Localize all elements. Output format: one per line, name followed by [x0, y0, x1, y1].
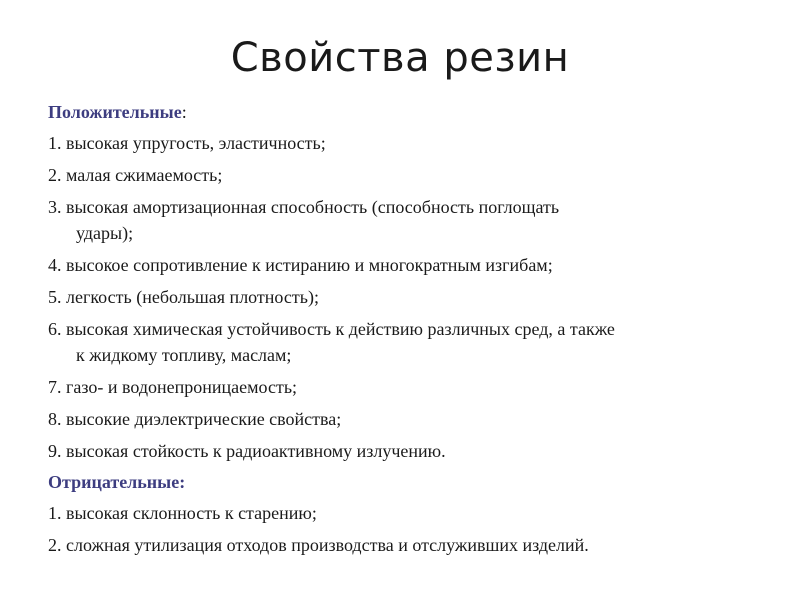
- positive-item-text: 9. высокая стойкость к радиоактивному излучению.: [48, 441, 446, 461]
- positive-item: [48, 406, 778, 432]
- negative-item: [48, 532, 778, 558]
- positive-item-text: 8. высокие диэлектрические свойства;: [48, 409, 342, 429]
- negative-heading: [48, 470, 778, 500]
- slide-content: [48, 100, 778, 564]
- positive-item-continuation: удары);: [76, 223, 134, 243]
- slide-title: Свойства резин: [230, 35, 570, 81]
- positive-item: [48, 162, 778, 188]
- positive-heading-colon: :: [181, 102, 187, 122]
- positive-item-continuation: к жидкому топливу, маслам;: [76, 345, 292, 365]
- positive-item-text: 7. газо- и водонепроницаемость;: [48, 377, 298, 397]
- positive-item-text: 2. малая сжимаемость;: [48, 165, 223, 185]
- positive-item: [48, 284, 778, 310]
- positive-heading: [48, 100, 778, 130]
- positive-item-text: 1. высокая упругость, эластичность;: [48, 133, 326, 153]
- positive-item-text: 3. высокая амортизационная способность (способность поглощать: [48, 197, 560, 217]
- negative-heading-colon: :: [179, 472, 186, 492]
- positive-item-text: 6. высокая химическая устойчивость к действию различных сред, а также: [48, 319, 615, 339]
- positive-item: [48, 374, 778, 400]
- positive-item: [48, 194, 778, 246]
- negative-heading-text: Отрицательные: [48, 472, 180, 492]
- positive-item: [48, 130, 778, 156]
- positive-item: [48, 316, 778, 368]
- negative-item-text: 2. сложная утилизация отходов производства и отслуживших изделий.: [48, 535, 589, 555]
- positive-item-text: 4. высокое сопротивление к истиранию и многократным изгибам;: [48, 255, 553, 275]
- positive-item-text: 5. легкость (небольшая плотность);: [48, 287, 319, 307]
- positive-item: [48, 252, 778, 278]
- positive-item: [48, 438, 778, 464]
- negative-item: [48, 500, 778, 526]
- positive-heading-text: Положительные: [48, 102, 182, 122]
- negative-item-text: 1. высокая склонность к старению;: [48, 503, 317, 523]
